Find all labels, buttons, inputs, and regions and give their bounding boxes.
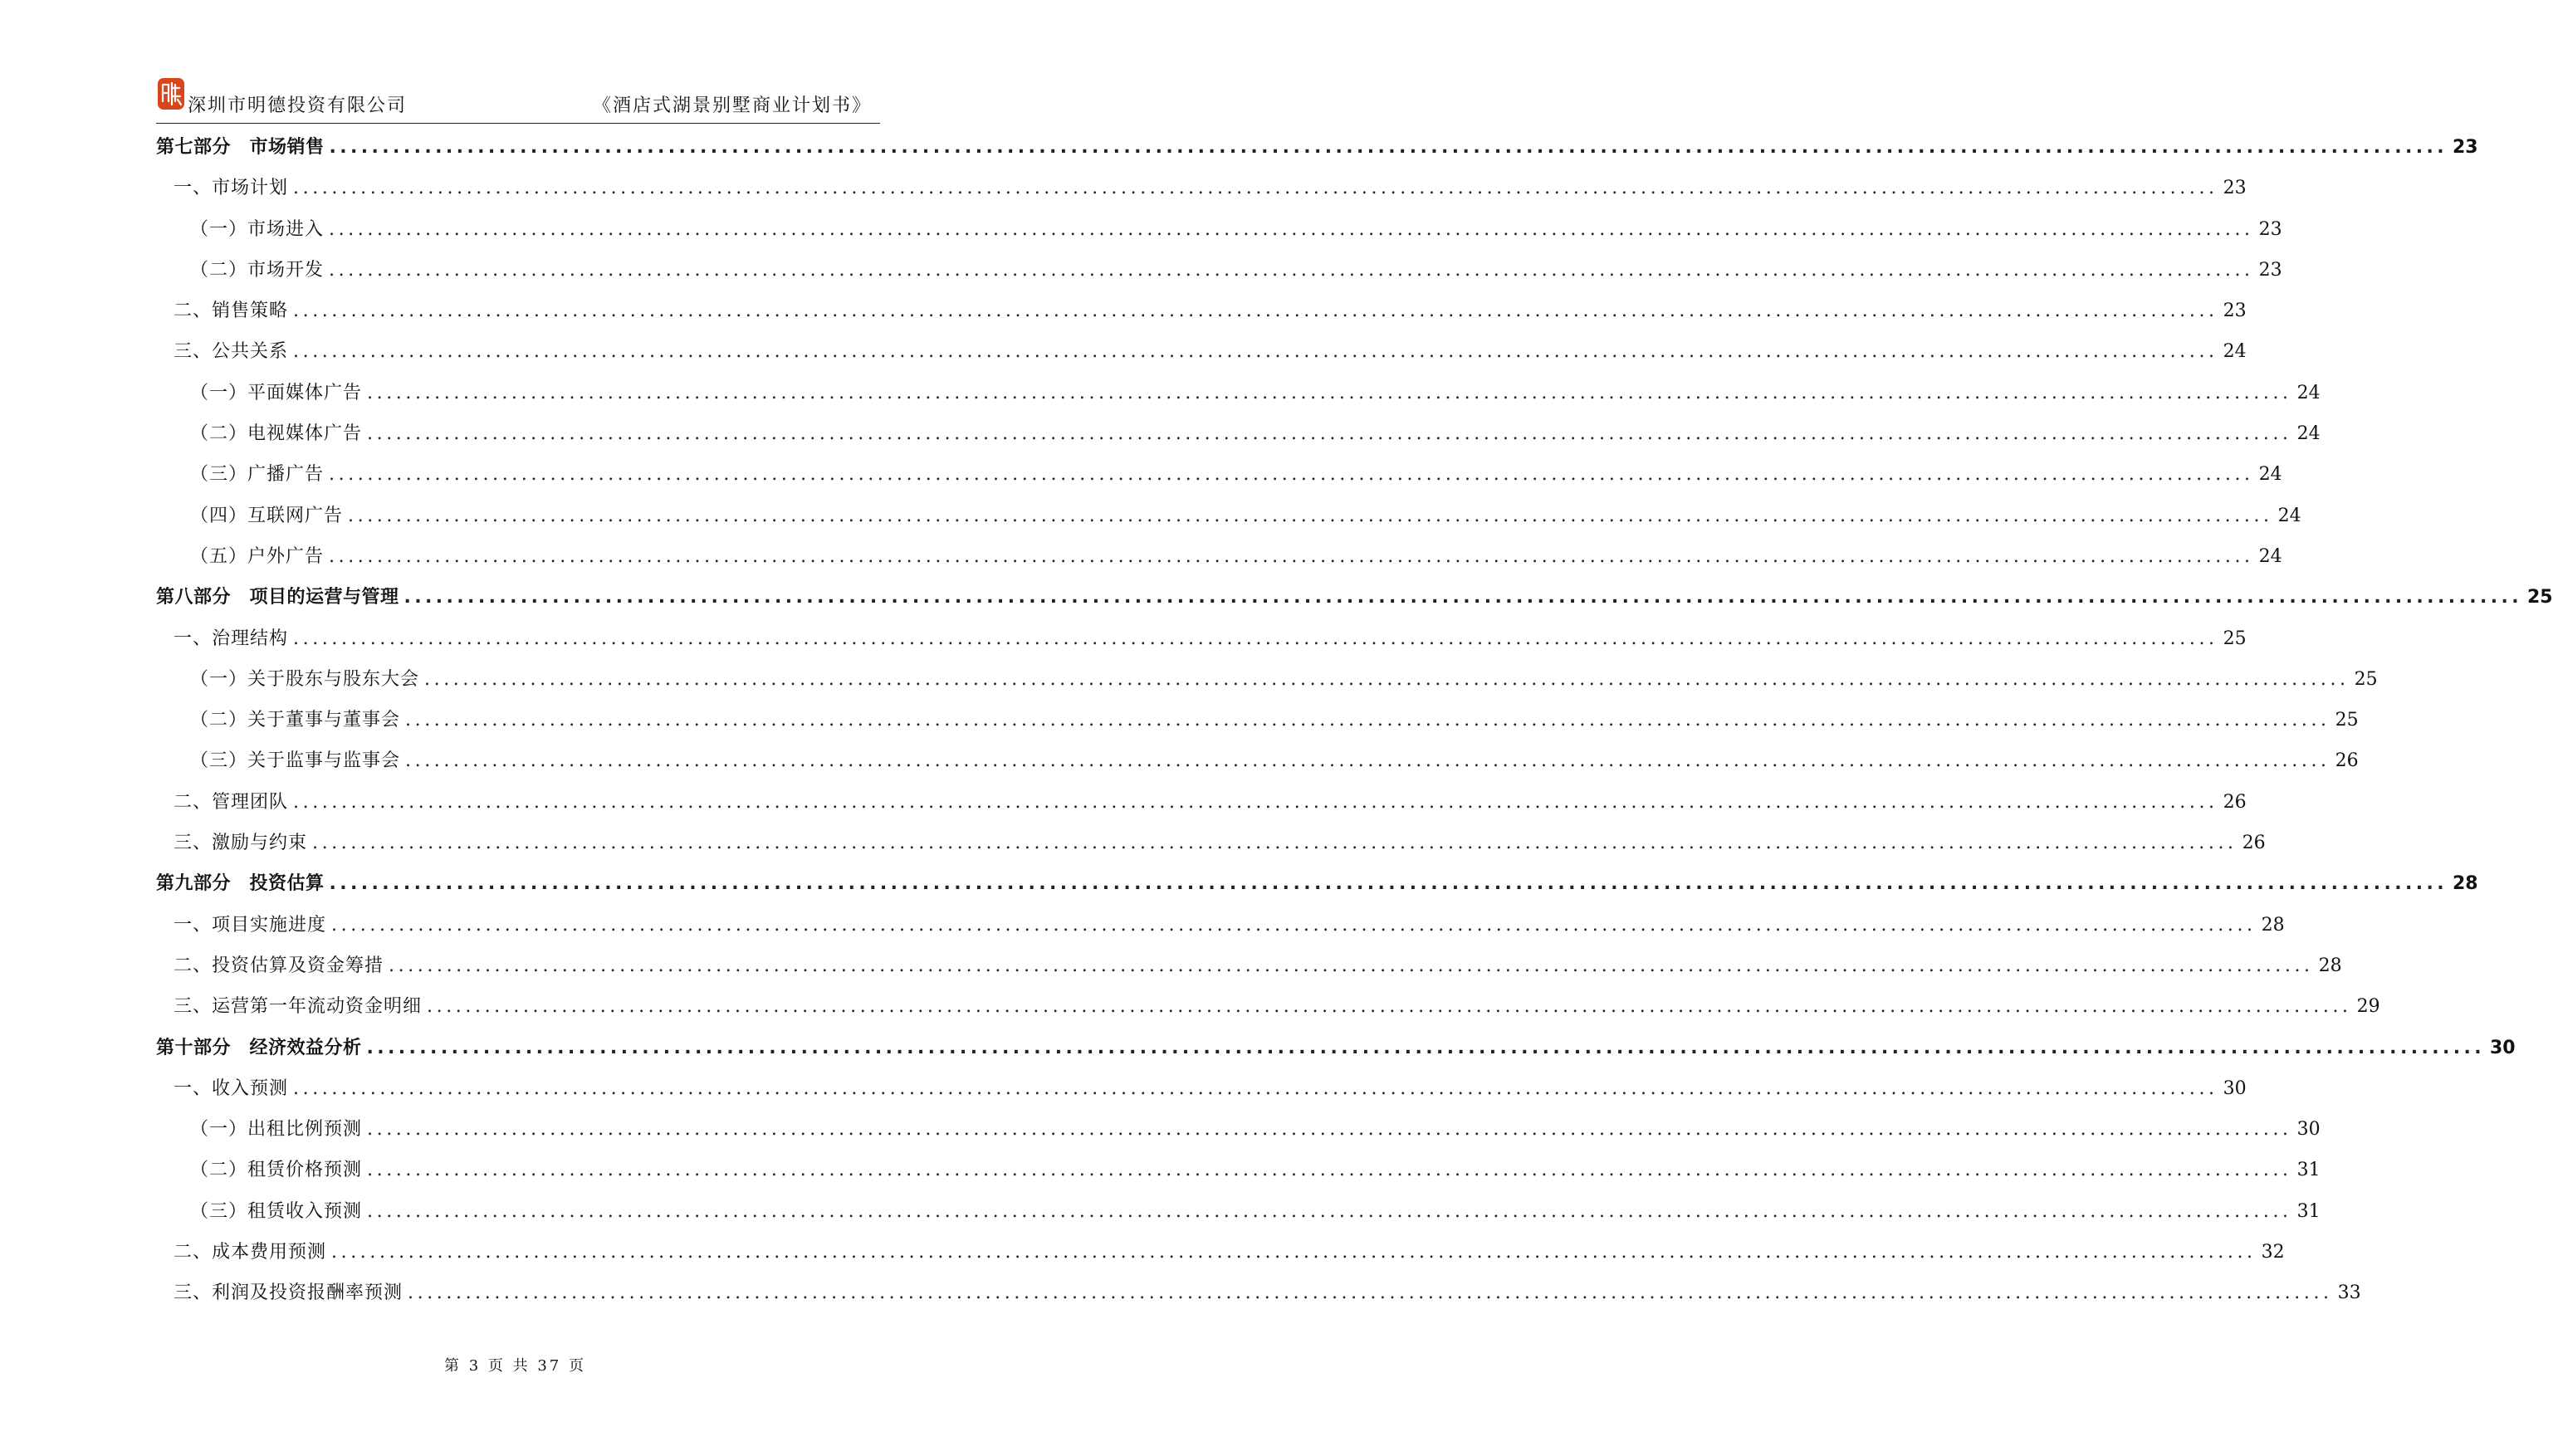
toc-dot-leader: ........................................................................................................................................................................................................ xyxy=(427,996,2352,1018)
toc-entry[interactable] xyxy=(156,373,2321,413)
toc-entry-title: （一）平面媒体广告 xyxy=(190,382,363,403)
toc-entry[interactable] xyxy=(156,700,2359,740)
toc-dot-leader: ........................................................................................................................................................................................................ xyxy=(405,710,2330,731)
toc-entry[interactable] xyxy=(156,496,2301,536)
toc-page-number: 26 xyxy=(2242,833,2266,854)
toc-page-number: 26 xyxy=(2335,750,2359,772)
toc-entry-title: （一）出租比例预测 xyxy=(190,1119,363,1141)
toc-entry-title: （三）广播广告 xyxy=(190,464,325,486)
toc-entry-title: 第八部分 项目的运营与管理 xyxy=(156,587,399,608)
toc-entry-title: （一）关于股东与股东大会 xyxy=(190,668,420,690)
toc-dot-leader: ........................................................................................................................................................................................................ xyxy=(367,423,2292,445)
toc-entry[interactable] xyxy=(156,618,2247,659)
toc-dot-leader: ........................................................................................................................................................................................................ xyxy=(293,1077,2218,1099)
toc-entry[interactable] xyxy=(156,577,2553,618)
toc-dot-leader: ........................................................................................................................................................................................................ xyxy=(329,545,2254,567)
toc-entry[interactable] xyxy=(156,454,2282,495)
toc-entry-title: 第十部分 经济效益分析 xyxy=(156,1037,362,1058)
toc-entry-title: （二）关于董事与董事会 xyxy=(190,710,401,731)
toc-dot-leader: ........................................................................................................................................................................................................ xyxy=(367,1200,2292,1222)
toc-page-number: 29 xyxy=(2356,996,2380,1018)
toc-entry[interactable] xyxy=(156,413,2321,454)
toc-dot-leader: ........................................................................................................................................................................................................ xyxy=(403,587,2522,608)
toc-entry-title: 三、激励与约束 xyxy=(174,833,308,854)
toc-entry-title: （三）租赁收入预测 xyxy=(190,1200,363,1222)
toc-entry[interactable] xyxy=(156,823,2266,863)
toc-entry[interactable] xyxy=(156,740,2359,781)
table-of-contents xyxy=(156,127,2553,1314)
toc-dot-leader: ........................................................................................................................................................................................................ xyxy=(293,791,2218,813)
toc-page-number: 25 xyxy=(2335,710,2359,731)
page-number-footer: 第 3 页 共 37 页 xyxy=(444,1357,586,1375)
toc-entry-title: （三）关于监事与监事会 xyxy=(190,750,401,772)
document-title: 《酒店式湖景别墅商业计划书》 xyxy=(592,95,872,116)
toc-dot-leader: ........................................................................................................................................................................................................ xyxy=(329,464,2254,486)
toc-entry[interactable] xyxy=(156,127,2478,168)
toc-entry-title: 第七部分 市场销售 xyxy=(156,137,325,158)
toc-entry[interactable] xyxy=(156,168,2247,208)
toc-dot-leader: ........................................................................................................................................................................................................ xyxy=(331,1242,2257,1263)
toc-dot-leader: ........................................................................................................................................................................................................ xyxy=(424,668,2350,690)
toc-dot-leader: ........................................................................................................................................................................................................ xyxy=(367,1160,2292,1181)
toc-entry-title: （二）电视媒体广告 xyxy=(190,423,363,445)
toc-entry[interactable] xyxy=(156,863,2478,904)
toc-entry[interactable] xyxy=(156,1273,2361,1313)
toc-entry[interactable] xyxy=(156,1028,2516,1068)
toc-entry-title: 一、收入预测 xyxy=(174,1077,289,1099)
toc-entry-title: 二、管理团队 xyxy=(174,791,289,813)
toc-page-number: 26 xyxy=(2223,791,2247,813)
toc-dot-leader: ........................................................................................................................................................................................................ xyxy=(367,1119,2292,1141)
toc-page-number: 31 xyxy=(2296,1200,2321,1222)
toc-entry-title: 一、治理结构 xyxy=(174,628,289,649)
toc-entry-title: 二、投资估算及资金筹措 xyxy=(174,955,384,976)
toc-page-number: 30 xyxy=(2223,1077,2247,1099)
toc-entry-title: 一、项目实施进度 xyxy=(174,914,327,936)
toc-entry[interactable] xyxy=(156,536,2282,577)
toc-entry[interactable] xyxy=(156,1150,2321,1190)
toc-page-number: 31 xyxy=(2296,1160,2321,1181)
toc-entry-title: （一）市场进入 xyxy=(190,218,325,240)
toc-entry-title: （五）户外广告 xyxy=(190,545,325,567)
toc-page-number: 23 xyxy=(2453,137,2478,158)
toc-dot-leader: ........................................................................................................................................................................................................ xyxy=(293,341,2218,363)
toc-page-number: 24 xyxy=(2296,423,2321,445)
toc-page-number: 23 xyxy=(2223,178,2247,199)
toc-page-number: 32 xyxy=(2261,1242,2285,1263)
toc-page-number: 25 xyxy=(2527,587,2553,608)
toc-entry[interactable] xyxy=(156,1068,2247,1109)
toc-dot-leader: ........................................................................................................................................................................................................ xyxy=(329,259,2254,281)
toc-dot-leader: ........................................................................................................................................................................................................ xyxy=(329,873,2448,895)
toc-entry-title: （四）互联网广告 xyxy=(190,505,344,526)
toc-page-number: 23 xyxy=(2258,259,2282,281)
toc-page-number: 24 xyxy=(2258,545,2282,567)
toc-entry[interactable] xyxy=(156,986,2380,1027)
toc-entry[interactable] xyxy=(156,1232,2285,1273)
toc-dot-leader: ........................................................................................................................................................................................................ xyxy=(293,628,2218,649)
toc-entry-title: 三、利润及投资报酬率预测 xyxy=(174,1283,403,1304)
toc-entry[interactable] xyxy=(156,250,2282,291)
toc-page-number: 25 xyxy=(2354,668,2378,690)
toc-dot-leader: ........................................................................................................................................................................................................ xyxy=(293,178,2218,199)
toc-page-number: 23 xyxy=(2223,300,2247,322)
toc-dot-leader: ........................................................................................................................................................................................................ xyxy=(348,505,2273,526)
toc-page-number: 23 xyxy=(2258,218,2282,240)
toc-dot-leader: ........................................................................................................................................................................................................ xyxy=(408,1283,2333,1304)
toc-entry[interactable] xyxy=(156,1191,2321,1232)
company-seal-logo xyxy=(156,76,186,111)
toc-page-number: 28 xyxy=(2261,914,2285,936)
toc-page-number: 24 xyxy=(2223,341,2247,363)
toc-dot-leader: ........................................................................................................................................................................................................ xyxy=(367,382,2292,403)
toc-entry[interactable] xyxy=(156,782,2247,823)
toc-entry-title: 二、销售策略 xyxy=(174,300,289,322)
toc-page-number: 33 xyxy=(2337,1283,2361,1304)
toc-dot-leader: ........................................................................................................................................................................................................ xyxy=(366,1037,2485,1058)
toc-entry[interactable] xyxy=(156,659,2378,700)
toc-entry[interactable] xyxy=(156,945,2342,986)
toc-entry[interactable] xyxy=(156,331,2247,372)
toc-page-number: 24 xyxy=(2277,505,2301,526)
toc-page-number: 28 xyxy=(2318,955,2342,976)
toc-page-number: 24 xyxy=(2258,464,2282,486)
toc-dot-leader: ........................................................................................................................................................................................................ xyxy=(312,833,2238,854)
toc-entry-title: 第九部分 投资估算 xyxy=(156,873,325,895)
toc-entry[interactable] xyxy=(156,291,2247,331)
toc-entry-title: 三、运营第一年流动资金明细 xyxy=(174,996,423,1018)
toc-entry-title: （二）市场开发 xyxy=(190,259,325,281)
toc-entry-title: 一、市场计划 xyxy=(174,178,289,199)
toc-dot-leader: ........................................................................................................................................................................................................ xyxy=(389,955,2314,976)
toc-dot-leader: ........................................................................................................................................................................................................ xyxy=(329,137,2448,158)
toc-page-number: 30 xyxy=(2296,1119,2321,1141)
toc-dot-leader: ........................................................................................................................................................................................................ xyxy=(331,914,2257,936)
toc-entry-title: 二、成本费用预测 xyxy=(174,1242,327,1263)
toc-page-number: 24 xyxy=(2296,382,2321,403)
page-header xyxy=(156,73,880,124)
toc-page-number: 30 xyxy=(2490,1037,2516,1058)
toc-dot-leader: ........................................................................................................................................................................................................ xyxy=(329,218,2254,240)
toc-dot-leader: ........................................................................................................................................................................................................ xyxy=(293,300,2218,322)
toc-dot-leader: ........................................................................................................................................................................................................ xyxy=(405,750,2330,772)
toc-entry-title: （二）租赁价格预测 xyxy=(190,1160,363,1181)
toc-page-number: 28 xyxy=(2453,873,2478,895)
toc-entry[interactable] xyxy=(156,209,2282,250)
toc-entry-title: 三、公共关系 xyxy=(174,341,289,363)
toc-page-number: 25 xyxy=(2223,628,2247,649)
toc-entry[interactable] xyxy=(156,1109,2321,1150)
toc-entry[interactable] xyxy=(156,905,2285,945)
company-name: 深圳市明德投资有限公司 xyxy=(188,95,408,116)
